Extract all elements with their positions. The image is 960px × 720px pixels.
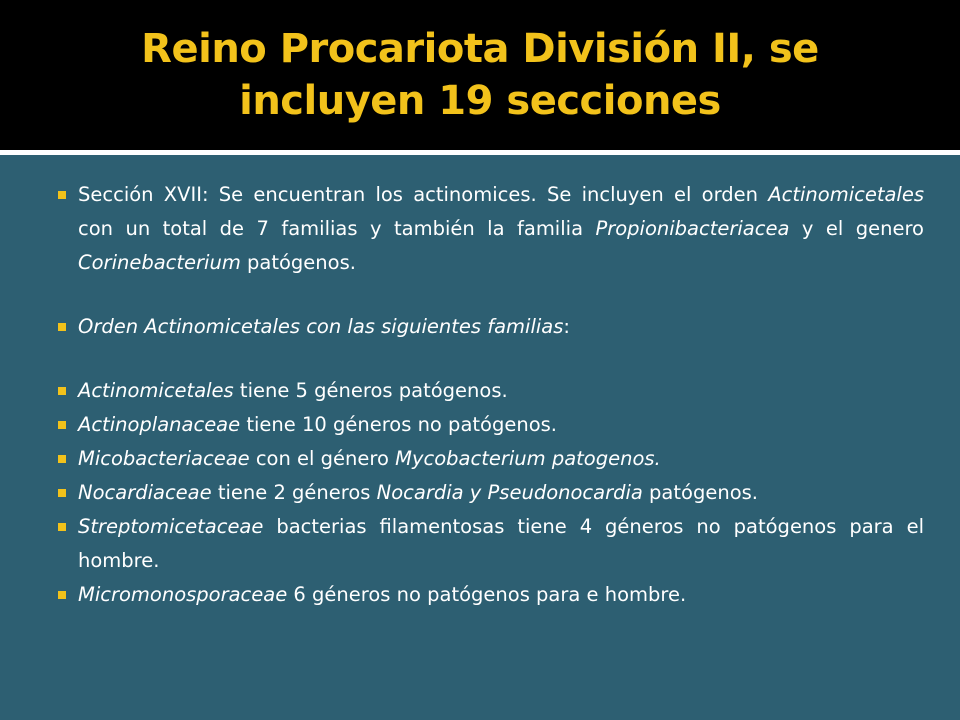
bullet-text: tiene 10 géneros no patógenos.: [240, 413, 557, 436]
bullet-square-icon: [58, 421, 66, 429]
bullet-text: con un total de 7 familias y también la familia: [78, 217, 596, 240]
bullet-square-icon: [58, 387, 66, 395]
bullet-square-icon: [58, 591, 66, 599]
bullet-italic-text: Nocardiaceae: [78, 481, 212, 504]
bullet-orden: [58, 310, 924, 344]
bullet-square-icon: [58, 489, 66, 497]
bullet-text: con el género: [249, 447, 396, 470]
slide-title-line-1: Reino Procariota División II, se: [141, 26, 819, 72]
bullet-streptomicetaceae: [58, 510, 924, 578]
bullet-micromonosporaceae: [58, 578, 924, 612]
bullet-text: patógenos.: [642, 481, 758, 504]
bullet-italic-text: Micobacteriaceae: [78, 447, 250, 470]
bullet-italic-text: Mycobacterium patogenos.: [395, 447, 661, 470]
bullet-square-icon: [58, 323, 66, 331]
bullet-actinomicetales: [58, 374, 924, 408]
bullet-text: y el genero: [789, 217, 924, 240]
slide-title: [141, 23, 819, 127]
bullet-text: tiene 5 géneros patógenos.: [233, 379, 508, 402]
slide-title-line-2: incluyen 19 secciones: [239, 78, 721, 124]
bullet-italic-text: Streptomicetaceae: [78, 515, 264, 538]
bullet-text: tiene 2 géneros: [211, 481, 377, 504]
bullet-italic-text: Nocardia y Pseudonocardia: [376, 481, 643, 504]
title-bar: [0, 0, 960, 150]
bullet-italic-text: Orden Actinomicetales con las siguientes familias: [78, 315, 564, 338]
bullet-text: bacterias filamentosas tiene 4 géneros no patógenos para el hombre.: [78, 515, 924, 572]
bullet-italic-text: Actinoplanaceae: [78, 413, 241, 436]
bullet-italic-text: Propionibacteriacea: [595, 217, 790, 240]
bullet-square-icon: [58, 455, 66, 463]
bullet-text: Sección XVII: Se encuentran los actinomices. Se incluyen el orden: [78, 183, 769, 206]
bullet-micobacteriaceae: [58, 442, 924, 476]
bullet-square-icon: [58, 523, 66, 531]
bullet-list: [58, 178, 924, 612]
bullet-text: :: [563, 315, 570, 338]
bullet-nocardiaceae: [58, 476, 924, 510]
bullet-italic-text: Micromonosporaceae: [78, 583, 288, 606]
bullet-text: 6 géneros no patógenos para e hombre.: [287, 583, 687, 606]
bullet-italic-text: Corinebacterium: [78, 251, 241, 274]
bullet-square-icon: [58, 191, 66, 199]
bullet-italic-text: Actinomicetales: [768, 183, 924, 206]
bullet-seccion-xvii: [58, 178, 924, 280]
bullet-italic-text: Actinomicetales: [78, 379, 234, 402]
bullet-actinoplanaceae: [58, 408, 924, 442]
bullet-text: patógenos.: [240, 251, 356, 274]
